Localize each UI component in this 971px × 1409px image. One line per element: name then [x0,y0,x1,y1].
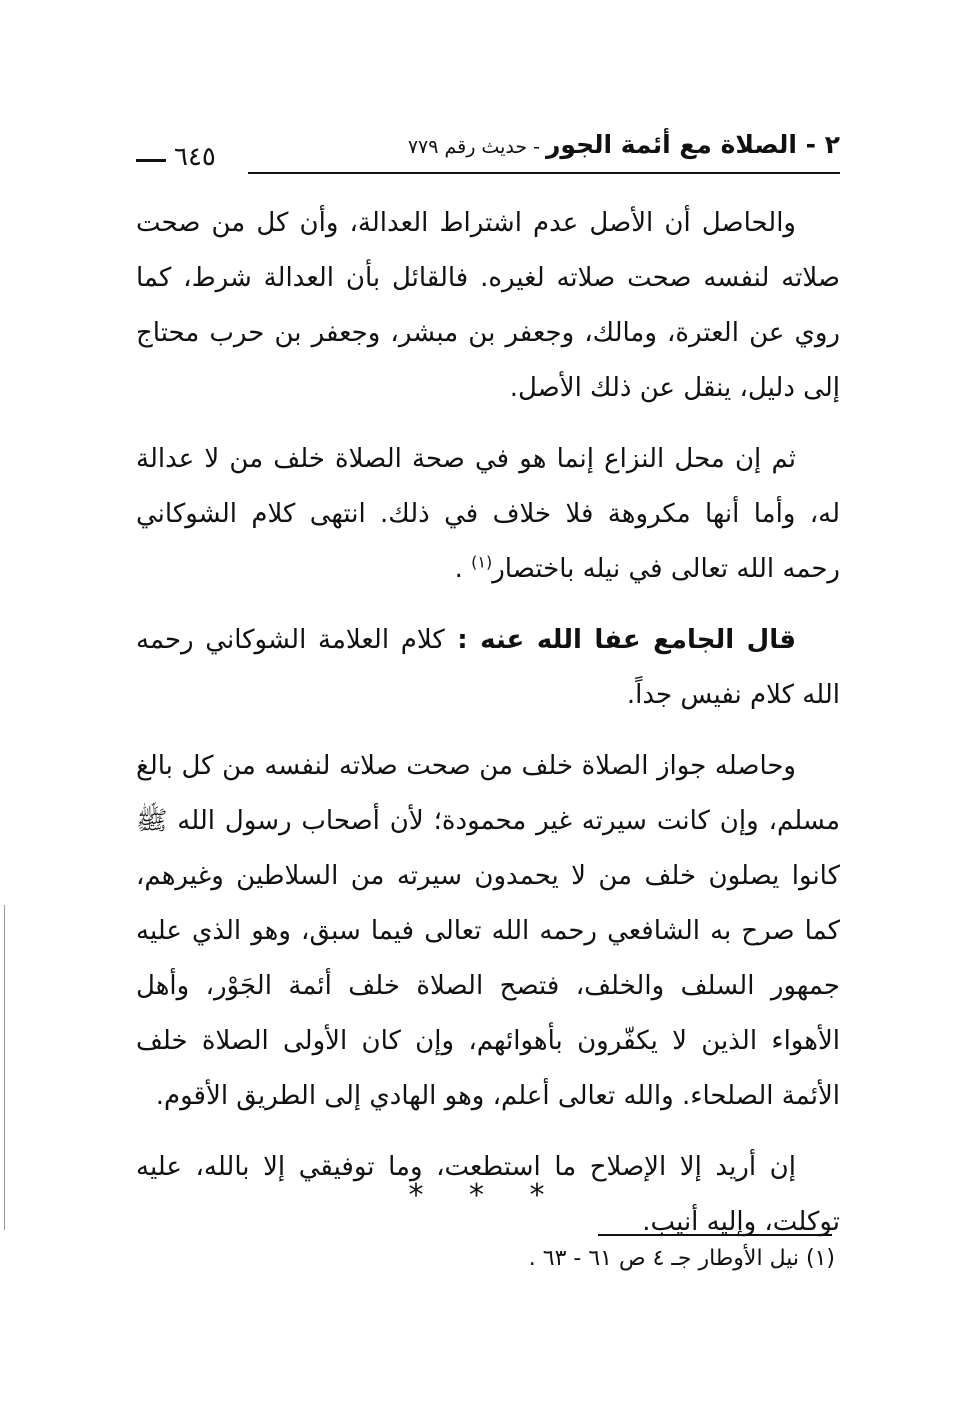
paragraph-3 [136,613,840,723]
paragraph-2-tail: . [454,554,472,584]
header-rule [248,172,840,174]
running-header [136,130,840,180]
page-number-dash [136,159,166,162]
footnote-rule [598,1234,832,1236]
paragraph-2 [136,432,840,597]
hadith-number: - حديث رقم ٧٧٩ [407,136,547,158]
main-text [136,196,840,1266]
page-number: ٦٤٥ [174,142,216,172]
compiler-remark-lead: قال الجامع عفا الله عنه : [444,625,796,655]
paragraph-5: إن أريد إلا الإصلاح ما استطعت، وما توفيقي إلا بالله، عليه توكلت، وإليه أنيب. [136,1152,840,1237]
section-separator: * * * [408,1178,563,1213]
paragraph-1: والحاصل أن الأصل عدم اشتراط العدالة، وأن كل من صحت صلاته لنفسه صحت صلاته لغيره. فالقائل بأن العدالة شرط، كما روي عن العترة، ومالك، وجعفر بن مبشر، وجعفر بن حرب محتاج إلى دليل، ينقل عن ذلك الأصل. [136,208,840,403]
footnote-reference[interactable]: (١) [471,552,493,572]
paragraph-2-text: ثم إن محل النزاع إنما هو في صحة الصلاة خلف من لا عدالة له، وأما أنها مكروهة فلا خلاف في ذلك. انتهى كلام الشوكاني رحمه الله تعالى في نيله باختصار [136,444,840,584]
header-title [408,130,840,159]
paragraph-3-text: كلام العلامة الشوكاني رحمه الله كلام نفيس جداً. [136,625,840,710]
paragraph-4: وحاصله جواز الصلاة خلف من صحت صلاته لنفسه من كل بالغ مسلم، وإن كانت سيرته غير محمودة؛ لأن أصحاب رسول الله ﷺ كانوا يصلون خلف من لا يحمدون سيرته من السلاطين وغيرهم، كما صرح به الشافعي رحمه الله تعالى فيما سبق، وهو الذي عليه جمهور السلف والخلف، فتصح الصلاة خلف أئمة الجَوْر، وأهل الأهواء الذين لا يكفّرون بأهوائهم، وإن كان الأولى الصلاة خلف الأئمة الصلحاء. والله تعالى أعلم، وهو الهادي إلى الطريق الأقوم. [136,751,840,1111]
footnote: (١) نيل الأوطار جـ ٤ ص ٦١ - ٦٣ . [528,1246,835,1271]
chapter-title: ٢ - الصلاة مع أئمة الجور [546,130,840,159]
